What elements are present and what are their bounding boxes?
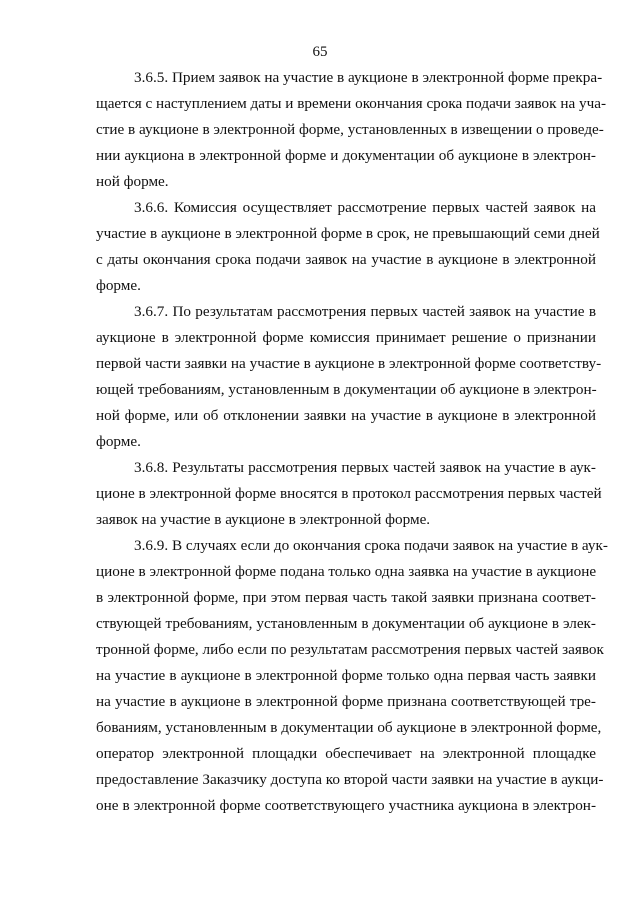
paragraph-3-6-5-line-2: щается с наступлением даты и времени окончания срока подачи заявок на уча- xyxy=(96,95,607,112)
paragraph-3-6-9-line-7: на участие в аукционе в электронной форме признана соответствующей тре- xyxy=(96,693,596,710)
paragraph-3-6-9-line-11: оне в электронной форме соответствующего участника аукциона в электрон- xyxy=(96,797,596,814)
paragraph-3-6-7-line-1: 3.6.7. По результатам рассмотрения первых частей заявок на участие в xyxy=(134,303,596,320)
paragraph-3-6-9-line-2: ционе в электронной форме подана только одна заявка на участие в аукционе xyxy=(96,563,597,580)
paragraph-3-6-7-line-6: форме. xyxy=(96,433,141,450)
paragraph-3-6-5-line-3: стие в аукционе в электронной форме, установленных в извещении о проведе- xyxy=(96,121,604,138)
paragraph-3-6-7-line-5: ной форме, или об отклонении заявки на участие в аукционе в электронной xyxy=(96,407,596,424)
paragraph-3-6-9-line-10: предоставление Заказчику доступа ко второй части заявки на участие в аукци- xyxy=(96,771,604,788)
paragraph-3-6-9-line-6: на участие в аукционе в электронной форме только одна первая часть заявки xyxy=(96,667,596,684)
page-number: 65 xyxy=(312,44,328,60)
paragraph-3-6-6-line-3: с даты окончания срока подачи заявок на участие в аукционе в электронной xyxy=(96,251,596,268)
paragraph-3-6-7-line-4: ющей требованиям, установленным в документации об аукционе в электрон- xyxy=(96,381,597,398)
paragraph-3-6-9-line-1: 3.6.9. В случаях если до окончания срока подачи заявок на участие в аук- xyxy=(134,537,608,554)
paragraph-3-6-7-line-2: аукционе в электронной форме комиссия принимает решение о признании xyxy=(96,329,596,346)
paragraph-3-6-8-line-3: заявок на участие в аукционе в электронной форме. xyxy=(96,511,431,528)
paragraph-3-6-6-line-4: форме. xyxy=(96,277,141,294)
paragraph-3-6-9-line-9: оператор электронной площадки обеспечивает на электронной площадке xyxy=(96,745,596,762)
paragraph-3-6-5-line-5: ной форме. xyxy=(96,173,169,190)
paragraph-3-6-5-line-1: 3.6.5. Прием заявок на участие в аукционе в электронной форме прекра- xyxy=(134,69,603,86)
paragraph-3-6-6-line-2: участие в аукционе в электронной форме в срок, не превышающий семи дней xyxy=(96,225,600,242)
paragraph-3-6-9-line-4: ствующей требованиям, установленным в документации об аукционе в элек- xyxy=(96,615,596,632)
paragraph-3-6-9-line-8: бованиям, установленным в документации об аукционе в электронной форме, xyxy=(96,719,602,736)
paragraph-3-6-6-line-1: 3.6.6. Комиссия осуществляет рассмотрение первых частей заявок на xyxy=(134,199,596,216)
paragraph-3-6-5-line-4: нии аукциона в электронной форме и документации об аукционе в электрон- xyxy=(96,147,596,164)
paragraph-3-6-9-line-5: тронной форме, либо если по результатам рассмотрения первых частей заявок xyxy=(96,641,604,658)
paragraph-3-6-9-line-3: в электронной форме, при этом первая часть такой заявки признана соответ- xyxy=(96,589,596,606)
paragraph-3-6-7-line-3: первой части заявки на участие в аукционе в электронной форме соответству- xyxy=(96,355,602,372)
paragraph-3-6-8-line-1: 3.6.8. Результаты рассмотрения первых частей заявок на участие в аук- xyxy=(134,459,596,476)
paragraph-3-6-8-line-2: ционе в электронной форме вносятся в протокол рассмотрения первых частей xyxy=(96,485,602,502)
